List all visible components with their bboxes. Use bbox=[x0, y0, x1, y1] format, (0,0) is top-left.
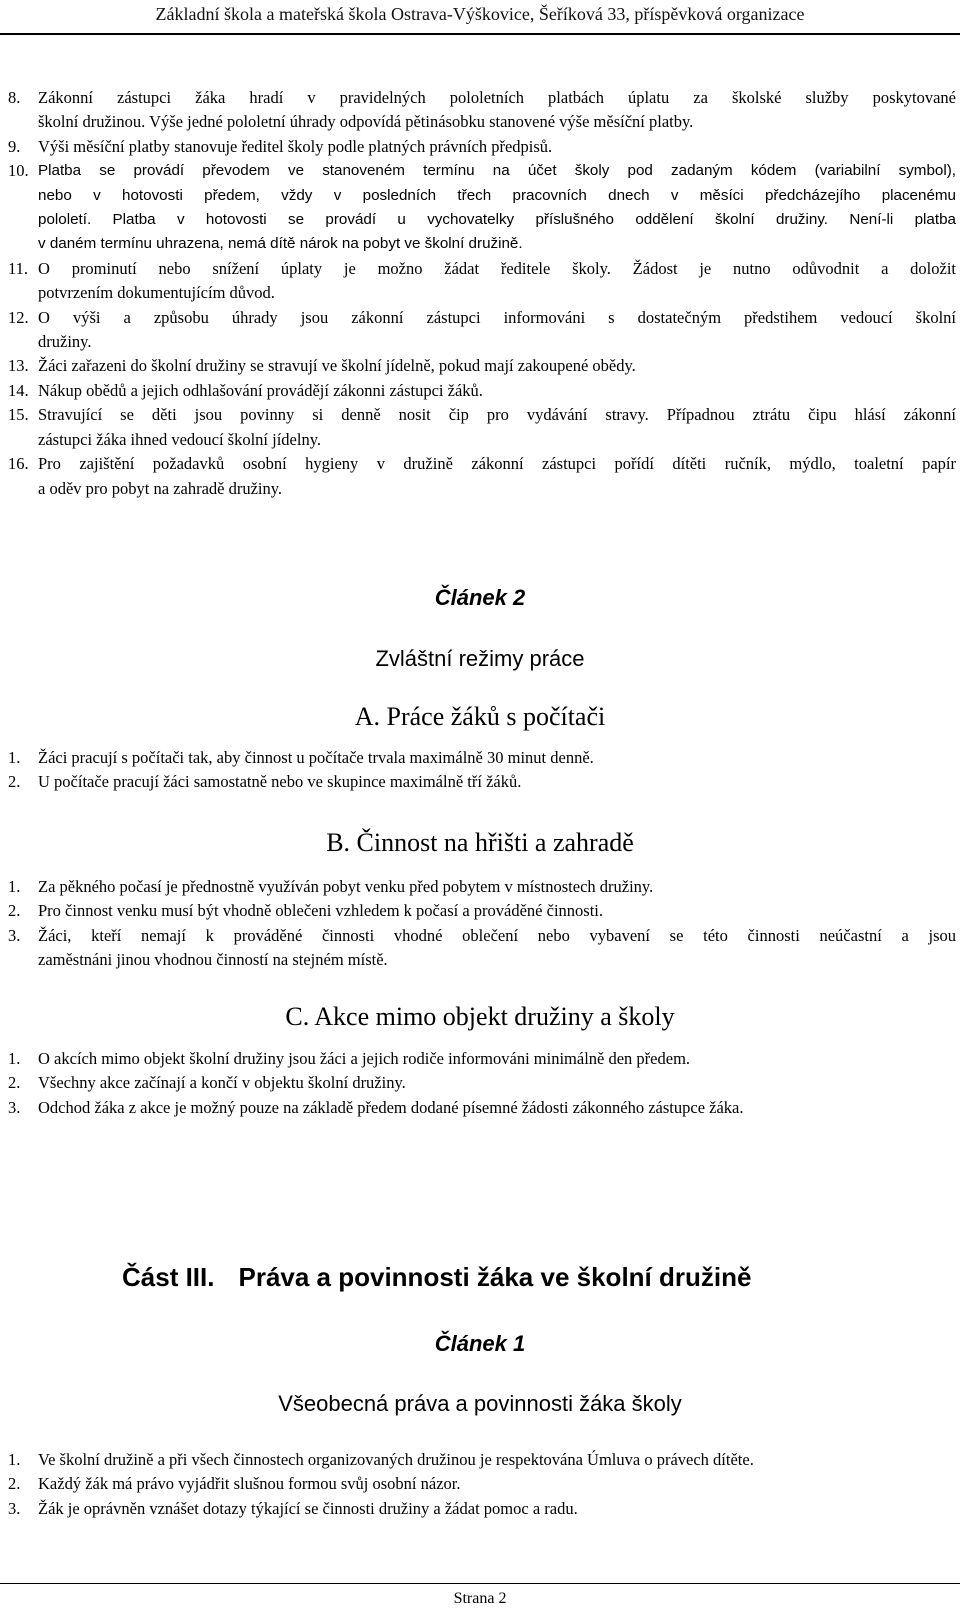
item-number: 3. bbox=[8, 1097, 21, 1117]
item-text-line: Žáci, kteří nemají k prováděné činnosti vhodné oblečení nebo vybavení se této činnosti neúčastní a jsou bbox=[38, 925, 956, 945]
item-text-line: Nákup obědů a jejich odhlašování provádějí zákonni zástupci žáků. bbox=[38, 380, 483, 400]
item-text-line: pololetí. Platba v hotovosti se provádí u vychovatelky příslušného oddělení školní družiny. Není-li platba bbox=[38, 211, 956, 229]
list-item bbox=[8, 1472, 956, 1496]
section-c-heading: C. Akce mimo objekt družiny a školy bbox=[285, 1002, 675, 1031]
footer-rule bbox=[0, 1583, 960, 1584]
item-text bbox=[38, 403, 956, 452]
item-text bbox=[38, 452, 956, 501]
list-item bbox=[8, 875, 956, 899]
item-text bbox=[38, 899, 956, 923]
list-item bbox=[8, 403, 956, 452]
item-number: 2. bbox=[8, 1073, 21, 1093]
item-number: 2. bbox=[8, 772, 21, 792]
part-3-label: Část III. bbox=[122, 1262, 215, 1292]
item-text-line: U počítače pracují žáci samostatně nebo ve skupince maximálně tří žáků. bbox=[38, 772, 522, 792]
item-text-line: a oděv pro pobyt na zahradě družiny. bbox=[38, 478, 283, 498]
item-text bbox=[38, 924, 956, 973]
item-number: 3. bbox=[8, 925, 21, 945]
item-number: 11. bbox=[8, 258, 29, 278]
item-number: 1. bbox=[8, 1450, 21, 1469]
list-item bbox=[8, 354, 956, 378]
item-text-line: Žáci pracují s počítači tak, aby činnost u počítače trvala maximálně 30 minut denně. bbox=[38, 748, 594, 767]
item-text-line: v daném termínu uhrazena, nemá dítě nárok na pobyt ve školní družině. bbox=[38, 235, 523, 253]
item-text-line: družiny. bbox=[38, 332, 92, 352]
item-number: 3. bbox=[8, 1498, 21, 1518]
item-text-line: potvrzením dokumentujícím důvod. bbox=[38, 283, 275, 303]
list-item bbox=[8, 1448, 956, 1472]
item-text-line: Stravující se děti jsou povinny si denně nosit čip pro vydávání stravy. Případnou ztrátu čipu hlásí zákonní bbox=[38, 405, 956, 425]
item-text-line: Žák je oprávněn vznášet dotazy týkající se činnosti družiny a žádat pomoc a radu. bbox=[38, 1498, 578, 1518]
list-item bbox=[8, 1071, 956, 1095]
item-text-line: Pro činnost venku musí být vhodně oblečeni vzhledem k počasí a prováděné činnosti. bbox=[38, 901, 603, 921]
item-text-line: zástupci žáka ihned vedoucí školní jídelny. bbox=[38, 429, 322, 449]
item-text-line: O akcích mimo objekt školní družiny jsou žáci a jejich rodiče informováni minimálně den předem. bbox=[38, 1049, 691, 1068]
list-item bbox=[8, 899, 956, 923]
list-item bbox=[8, 257, 956, 306]
clanek-2-subtitle: Zvláštní režimy práce bbox=[375, 646, 585, 671]
list-item bbox=[8, 86, 956, 135]
item-text bbox=[38, 1071, 956, 1095]
list-item bbox=[8, 1497, 956, 1521]
item-text-line: Výši měsíční platby stanovuje ředitel školy podle platných právních předpisů. bbox=[38, 136, 553, 156]
clanek-1-list bbox=[8, 1448, 956, 1521]
item-text-line: Všechny akce začínají a končí v objektu školní družiny. bbox=[38, 1073, 406, 1093]
section-c-list bbox=[8, 1047, 956, 1120]
item-text bbox=[38, 1047, 956, 1071]
item-text-line: Žáci zařazeni do školní družiny se stravují ve školní jídelně, pokud mají zakoupené obědy. bbox=[38, 356, 636, 376]
header-rule bbox=[0, 33, 960, 35]
item-text-line: Každý žák má právo vyjádřit slušnou formou svůj osobní názor. bbox=[38, 1474, 461, 1494]
item-text bbox=[38, 379, 956, 403]
item-text-line: Odchod žáka z akce je možný pouze na základě předem dodané písemné žádosti zákonného zástupce žáka. bbox=[38, 1097, 744, 1117]
section-b-heading: B. Činnost na hřišti a zahradě bbox=[326, 828, 634, 857]
section-b-list bbox=[8, 875, 956, 973]
list-item bbox=[8, 452, 956, 501]
item-text bbox=[38, 770, 956, 794]
list-item bbox=[8, 159, 956, 257]
list-item bbox=[8, 924, 956, 973]
item-number: 1. bbox=[8, 877, 21, 896]
clanek-1-subtitle: Všeobecná práva a povinnosti žáka školy bbox=[278, 1391, 682, 1416]
item-text-line: Platba se provádí převodem ve stanoveném termínu na účet školy pod zadaným kódem (variabilní symbol), bbox=[38, 162, 956, 180]
list-item bbox=[8, 135, 956, 159]
item-text-line: Zákonní zástupci žáka hradí v pravidelných pololetních platbách úplatu za školské služby poskytované bbox=[38, 88, 956, 107]
list-item bbox=[8, 379, 956, 403]
item-text bbox=[38, 354, 956, 378]
item-number: 1. bbox=[8, 748, 21, 767]
clanek-2-heading: Článek 2 bbox=[434, 585, 526, 610]
item-text bbox=[38, 1096, 956, 1120]
item-text bbox=[38, 1497, 956, 1521]
section-a-list bbox=[8, 746, 956, 795]
item-text bbox=[38, 135, 956, 159]
list-item bbox=[8, 1096, 956, 1120]
item-text-line: O výši a způsobu úhrady jsou zákonní zástupci informováni s dostatečným předstihem vedoucí školní bbox=[38, 307, 956, 327]
list-item bbox=[8, 770, 956, 794]
item-text bbox=[38, 257, 956, 306]
item-text bbox=[38, 1448, 956, 1472]
item-number: 9. bbox=[8, 136, 21, 156]
item-text bbox=[38, 1472, 956, 1496]
part-3-title: Práva a povinnosti žáka ve školní družině bbox=[238, 1262, 752, 1292]
list-item bbox=[8, 746, 956, 770]
clanek-1-heading: Článek 1 bbox=[434, 1331, 526, 1356]
item-number: 15. bbox=[8, 405, 29, 425]
list-item bbox=[8, 306, 956, 355]
item-number: 13. bbox=[8, 356, 29, 376]
item-number: 12. bbox=[8, 307, 29, 327]
section-a-heading: A. Práce žáků s počítači bbox=[354, 702, 606, 731]
item-text-line: Za pěkného počasí je přednostně využíván pobyt venku před pobytem v místnostech družiny. bbox=[38, 877, 654, 896]
item-text bbox=[38, 746, 956, 770]
item-number: 16. bbox=[8, 454, 29, 474]
item-text bbox=[38, 306, 956, 355]
item-text-line: školní družinou. Výše jedné pololetní úhrady odpovídá pětinásobku stanovené výše měsíční platby. bbox=[38, 112, 694, 132]
page-footer: Strana 2 bbox=[453, 1590, 507, 1607]
item-number: 10. bbox=[8, 161, 29, 181]
item-number: 1. bbox=[8, 1049, 21, 1068]
page-header: Základní škola a mateřská škola Ostrava-Výškovice, Šeříková 33, příspěvková organizace bbox=[155, 4, 805, 24]
item-number: 2. bbox=[8, 1474, 21, 1494]
item-text bbox=[38, 159, 956, 257]
intro-list bbox=[8, 86, 956, 501]
item-number: 8. bbox=[8, 88, 21, 107]
list-item bbox=[8, 1047, 956, 1071]
item-text-line: zaměstnáni jinou vhodnou činností na stejném místě. bbox=[38, 950, 388, 970]
item-text-line: Ve školní družině a při všech činnostech organizovaných družinou je respektována Úmluva o právech dítěte. bbox=[38, 1450, 754, 1469]
item-text bbox=[38, 86, 956, 135]
item-number: 2. bbox=[8, 901, 21, 921]
item-text-line: O prominutí nebo snížení úplaty je možno žádat ředitele školy. Žádost je nutno odůvodnit a doložit bbox=[38, 258, 956, 278]
item-number: 14. bbox=[8, 380, 29, 400]
item-text-line: Pro zajištění požadavků osobní hygieny v družině zákonní zástupci pořídí dítěti ručník, mýdlo, toaletní papír bbox=[38, 454, 956, 474]
item-text-line: nebo v hotovosti předem, vždy v posledních třech pracovních dnech v měsíci předcházejího placenému bbox=[38, 186, 956, 204]
item-text bbox=[38, 875, 956, 899]
part-3-heading bbox=[122, 1262, 751, 1293]
